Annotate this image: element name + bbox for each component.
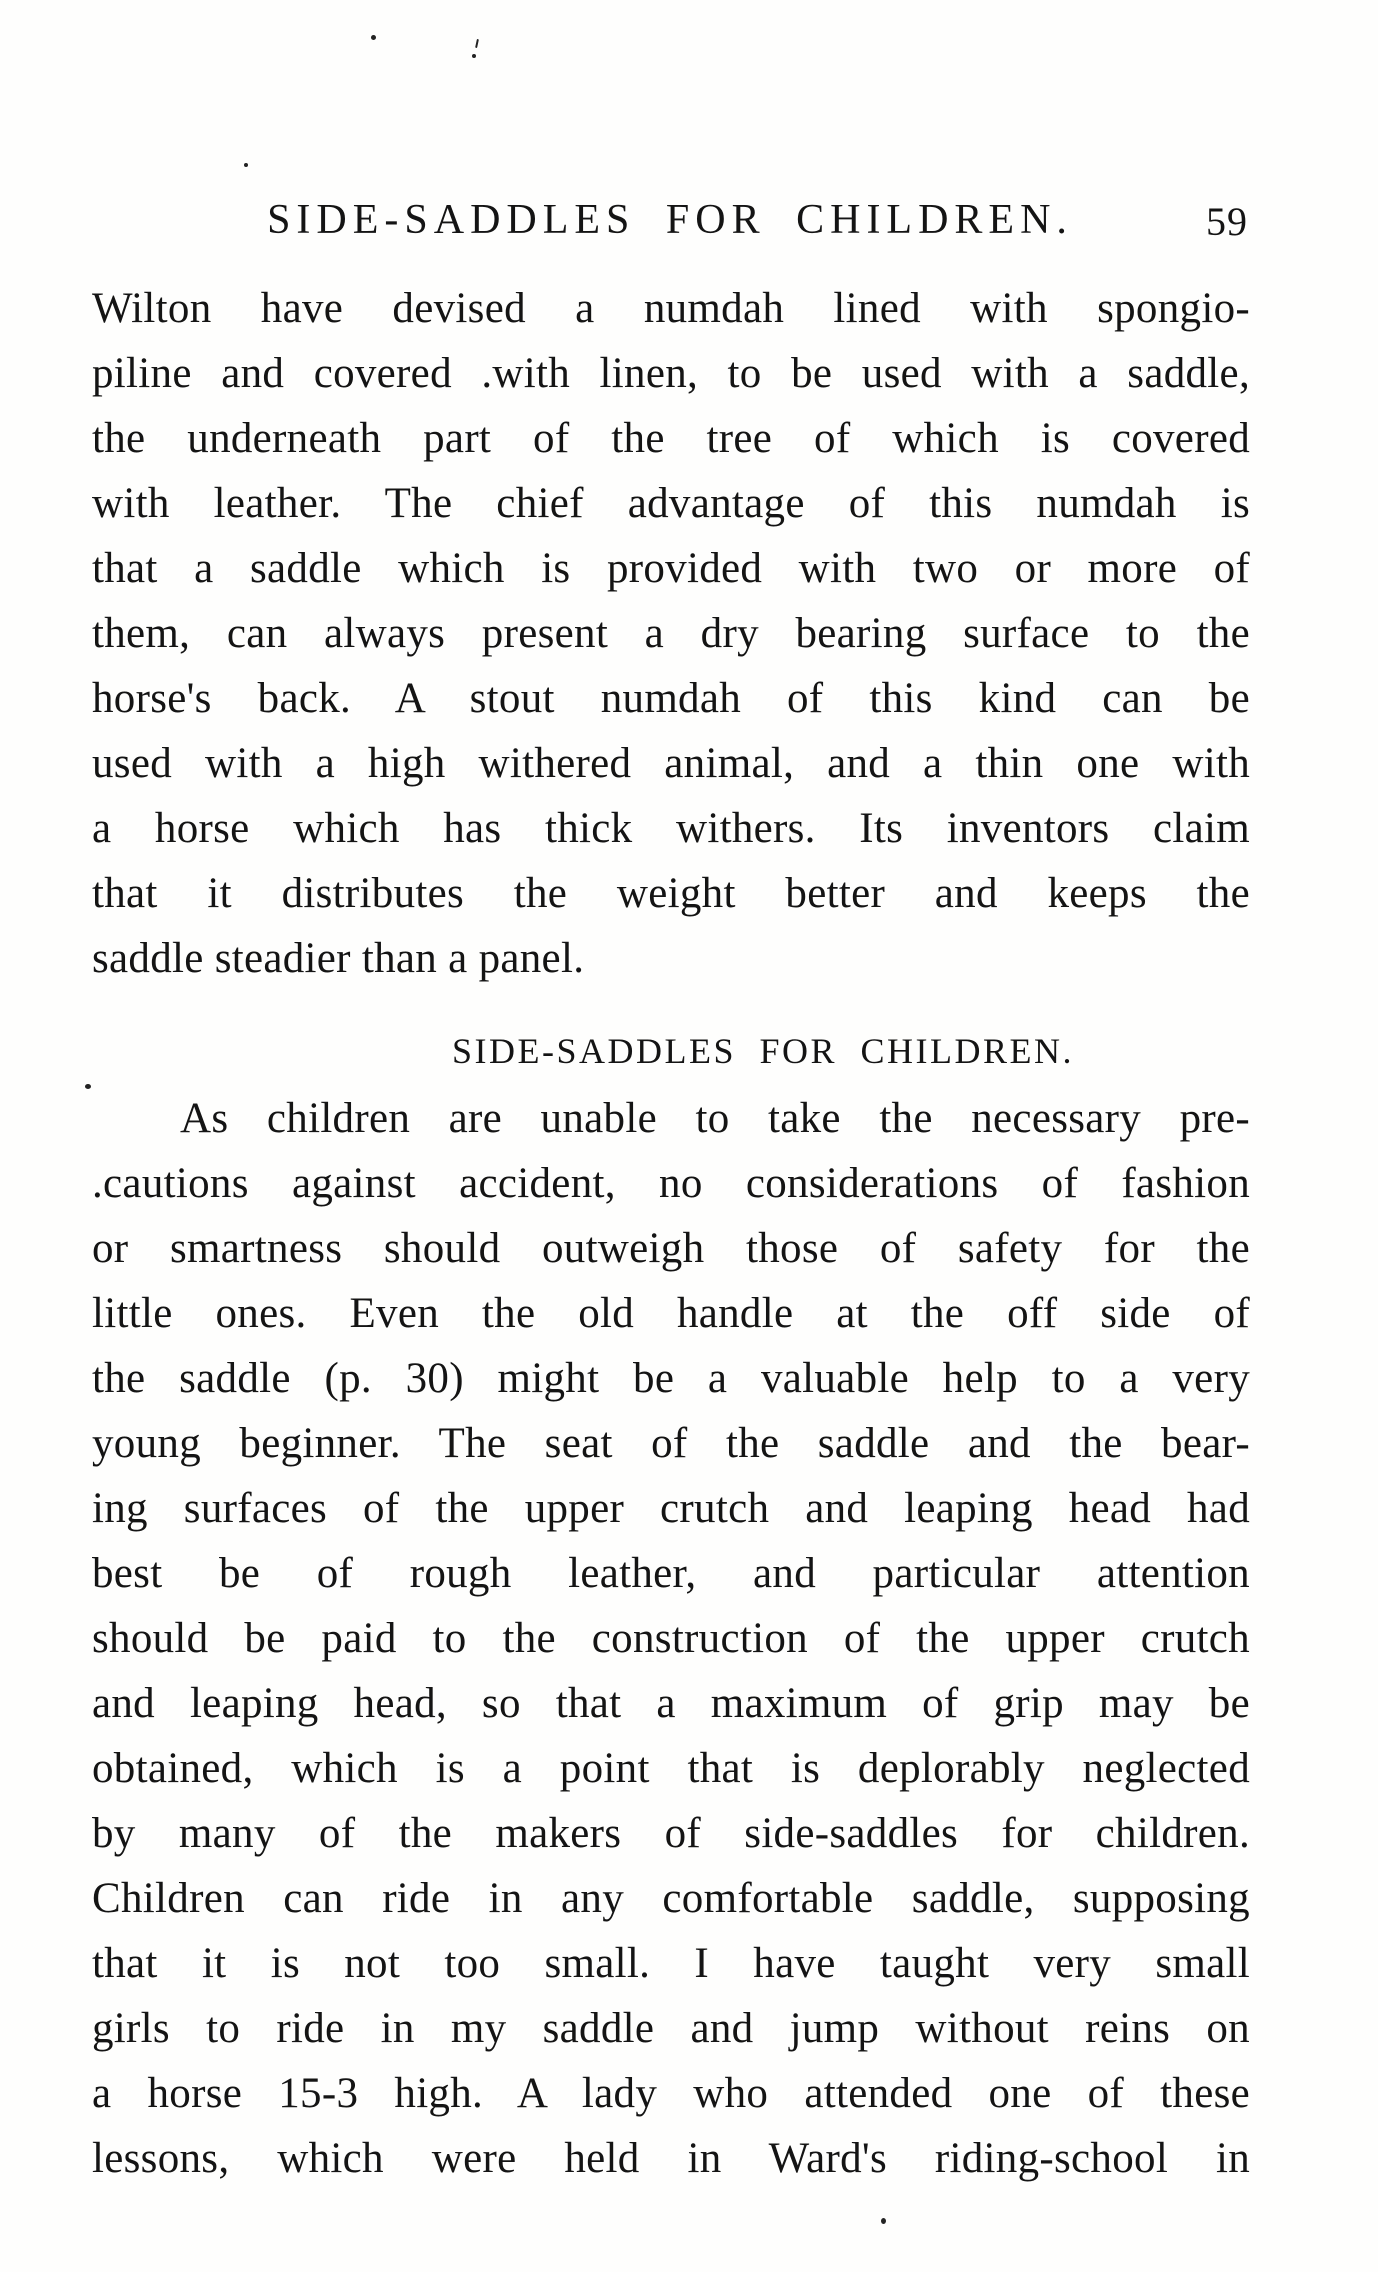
text-line: them, can always present a dry bearing surface to the bbox=[92, 610, 1250, 657]
text-line: and leaping head, so that a maximum of grip may be bbox=[92, 1680, 1250, 1727]
text-line: As children are unable to take the necessary pre- bbox=[180, 1095, 1250, 1142]
text-line: horse's back. A stout numdah of this kind can be bbox=[92, 675, 1250, 722]
text-line: a horse 15-3 high. A lady who attended one of these bbox=[92, 2070, 1250, 2117]
text-line: that it is not too small. I have taught very small bbox=[92, 1940, 1250, 1987]
text-line: Children can ride in any comfortable saddle, supposing bbox=[92, 1875, 1250, 1922]
scan-speck bbox=[85, 1084, 91, 1089]
text-line: .cautions against accident, no considerations of fashion bbox=[92, 1160, 1250, 1207]
text-line: with leather. The chief advantage of this numdah is bbox=[92, 480, 1250, 527]
text-line: Wilton have devised a numdah lined with spongio- bbox=[92, 285, 1250, 332]
scan-speck bbox=[881, 2218, 886, 2224]
text-line: saddle steadier than a panel. bbox=[92, 935, 585, 982]
scan-speck bbox=[475, 39, 479, 48]
paragraph-numdah bbox=[92, 276, 1250, 991]
page-header bbox=[90, 196, 1250, 248]
text-line: piline and covered .with linen, to be used with a saddle, bbox=[92, 350, 1250, 397]
text-line: little ones. Even the old handle at the off side of bbox=[92, 1290, 1250, 1337]
text-line: by many of the makers of side-saddles for children. bbox=[92, 1810, 1250, 1857]
text-line: lessons, which were held in Ward's riding-school in bbox=[92, 2135, 1250, 2182]
scan-speck bbox=[371, 35, 376, 40]
scan-speck bbox=[472, 54, 476, 58]
text-line: a horse which has thick withers. Its inventors claim bbox=[92, 805, 1250, 852]
text-line: that it distributes the weight better and keeps the bbox=[92, 870, 1250, 917]
text-line: young beginner. The seat of the saddle and the bear- bbox=[92, 1420, 1250, 1467]
text-line: used with a high withered animal, and a thin one with bbox=[92, 740, 1250, 787]
text-line: that a saddle which is provided with two or more of bbox=[92, 545, 1250, 592]
text-line: ing surfaces of the upper crutch and leaping head had bbox=[92, 1485, 1250, 1532]
paragraph-children bbox=[92, 1086, 1250, 2191]
running-title: SIDE-SADDLES FOR CHILDREN. bbox=[267, 197, 1073, 243]
text-line: should be paid to the construction of the upper crutch bbox=[92, 1615, 1250, 1662]
text-line: the saddle (p. 30) might be a valuable help to a very bbox=[92, 1355, 1250, 1402]
text-line: best be of rough leather, and particular attention bbox=[92, 1550, 1250, 1597]
text-line: or smartness should outweigh those of safety for the bbox=[92, 1225, 1250, 1272]
text-line: the underneath part of the tree of which is covered bbox=[92, 415, 1250, 462]
text-line: girls to ride in my saddle and jump without reins on bbox=[92, 2005, 1250, 2052]
scan-speck bbox=[244, 163, 248, 167]
section-heading: SIDE-SADDLES FOR CHILDREN. bbox=[451, 1031, 1075, 1071]
text-line: obtained, which is a point that is deplorably neglected bbox=[92, 1745, 1250, 1792]
page-number: 59 bbox=[1206, 199, 1248, 244]
